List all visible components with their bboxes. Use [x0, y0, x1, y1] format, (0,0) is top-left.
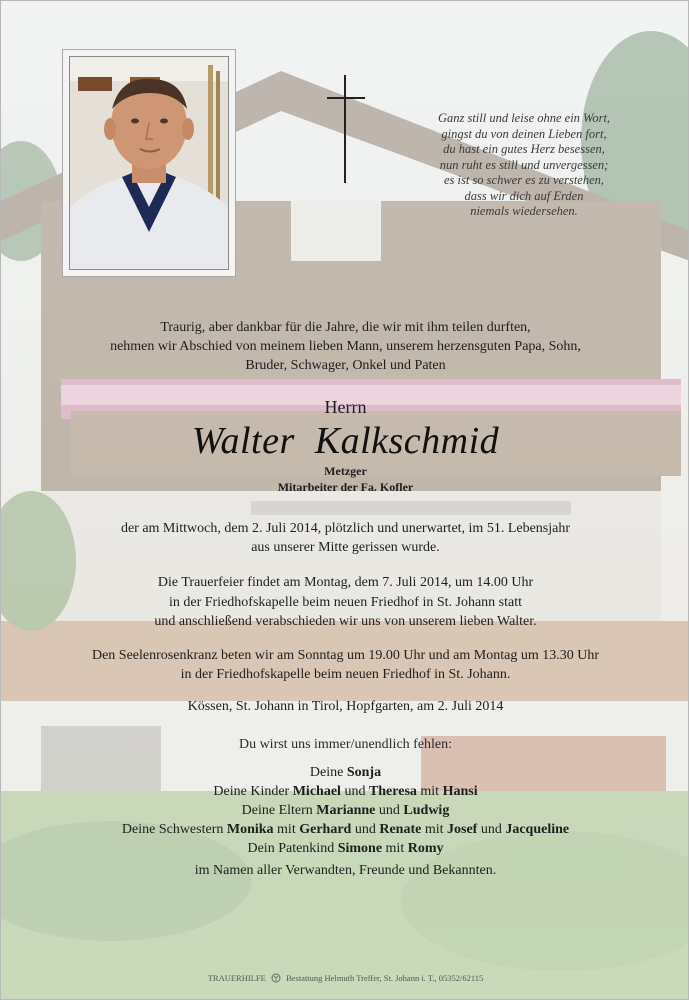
cross-icon: [327, 75, 365, 183]
mourner-children: Deine Kinder Michael und Theresa mit Hansi: [213, 784, 478, 799]
poem-line: dass wir dich auf Erden: [464, 188, 584, 203]
rosary-line: Den Seelenrosenkranz beten wir am Sonntag um 19.00 Uhr und am Montag um 13.30 Uhr: [91, 648, 599, 663]
intro-text: [1, 318, 689, 375]
poem: [399, 111, 649, 220]
mourners-list: [1, 763, 689, 858]
poem-line: gingst du von deinen Lieben fort,: [441, 126, 607, 141]
occupation: [1, 463, 689, 495]
deceased-name: Walter Kalkschmid: [191, 420, 500, 462]
funeral-line: in der Friedhofskapelle beim neuen Friedhof in St. Johann statt: [168, 594, 523, 610]
death-notice: [1, 519, 689, 557]
missed-line: Du wirst uns immer/unendlich fehlen:: [238, 737, 453, 752]
mourner-wife: Deine Sonja: [309, 765, 382, 780]
poem-line: du hast ein gutes Herz besessen,: [443, 142, 605, 156]
occupation-line: Mitarbeiter der Fa. Kofler: [277, 480, 414, 494]
intro-line: Bruder, Schwager, Onkel und Paten: [245, 358, 446, 373]
intro-line: Traurig, aber dankbar für die Jahre, die wir mit ihm teilen durften,: [160, 320, 531, 335]
poem-line: Ganz still und leise ohne ein Wort,: [437, 111, 611, 125]
death-line: der am Mittwoch, dem 2. Juli 2014, plötzlich und unerwartet, im 51. Lebensjahr: [120, 521, 571, 536]
mourner-sisters: Deine Schwestern Monika mit Gerhard und Renate mit Josef und Jacqueline: [121, 822, 570, 837]
mourner-godchild: Dein Patenkind Simone mit Romy: [247, 841, 444, 856]
portrait-illustration: [70, 57, 228, 269]
portrait-frame: [62, 49, 236, 277]
intro-line: nehmen wir Abschied von meinem lieben Mann, unserem herzensguten Papa, Sohn,: [110, 339, 581, 354]
funeral-line: Die Trauerfeier findet am Montag, dem 7. Juli 2014, um 14.00 Uhr: [157, 575, 534, 590]
footer: [1, 972, 689, 983]
rosary-info: [1, 646, 689, 684]
poem-line: nun ruht es still und unvergessen;: [439, 157, 609, 172]
undertaker-logo-icon: [271, 973, 281, 983]
funeral-line: und anschließend verabschieden wir uns von unserem lieben Walter.: [154, 614, 537, 629]
mourner-parents: Deine Eltern Marianne und Ludwig: [241, 803, 450, 818]
place-date: Kössen, St. Johann in Tirol, Hopfgarten, am 2. Juli 2014: [187, 699, 504, 714]
footer-site: TRAUERHILFE: [207, 973, 266, 984]
closing-line: im Namen aller Verwandten, Freunde und Bekannten.: [194, 863, 497, 878]
death-line: aus unserer Mitte gerissen wurde.: [251, 540, 440, 555]
poem-line: es ist so schwer es zu verstehen,: [443, 173, 605, 187]
poem-line: niemals wiedersehen.: [470, 204, 578, 218]
occupation-line: Metzger: [324, 464, 367, 478]
funeral-info: [1, 573, 689, 632]
salutation: Herrn: [324, 397, 367, 417]
footer-undertaker: Bestattung Helmuth Treffer, St. Johann i. T., 05352/62115: [286, 973, 484, 984]
rosary-line: in der Friedhofskapelle beim neuen Friedhof in St. Johann.: [180, 667, 511, 682]
portrait-photo: [69, 56, 229, 270]
